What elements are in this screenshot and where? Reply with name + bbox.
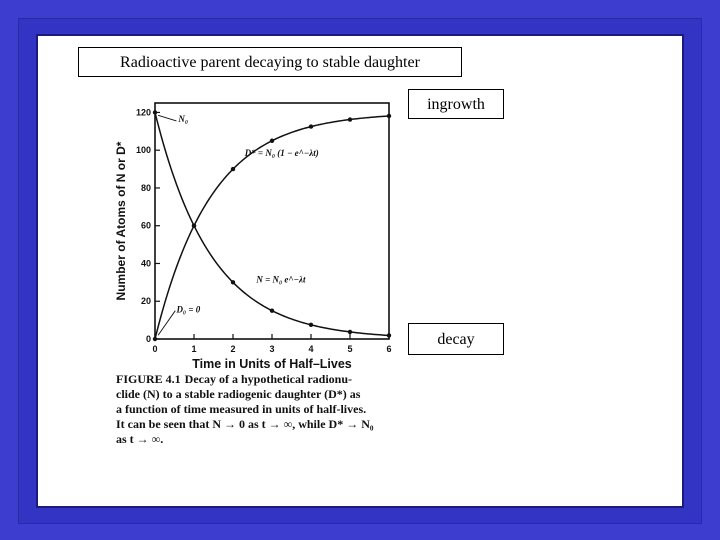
x-tick-label: 5 xyxy=(347,344,353,354)
series-line-parent xyxy=(155,112,389,335)
x-tick-label: 0 xyxy=(152,344,158,354)
ingrowth-callout: ingrowth xyxy=(408,89,504,119)
x-tick-label: 4 xyxy=(308,344,314,354)
caption-line-5: as t → ∞. xyxy=(116,432,164,446)
x-tick-label: 2 xyxy=(230,344,236,354)
leader-d0 xyxy=(158,311,175,336)
slide-title: Radioactive parent decaying to stable daughter xyxy=(78,47,462,77)
caption-line-3: a function of time measured in units of half-lives. xyxy=(116,402,367,416)
data-point-daughter xyxy=(231,167,235,171)
plot-layer xyxy=(114,103,392,371)
data-point-parent xyxy=(231,280,235,284)
x-tick-label: 3 xyxy=(269,344,275,354)
figure-caption xyxy=(116,372,406,447)
x-axis-label: Time in Units of Half–Lives xyxy=(192,357,352,371)
annotation-4: D₀ = 0 xyxy=(176,304,201,315)
caption-line-4: It can be seen that N → 0 as t → ∞, while D* → N₀ xyxy=(116,417,374,431)
y-tick-label: 40 xyxy=(140,258,151,269)
leader-n0 xyxy=(158,115,176,121)
data-point-parent xyxy=(270,308,274,312)
data-point-parent xyxy=(348,330,352,334)
y-tick-label: 20 xyxy=(140,296,151,307)
x-tick-label: 6 xyxy=(386,344,392,354)
y-tick-label: 80 xyxy=(140,182,151,193)
data-point-daughter xyxy=(153,337,157,341)
annotation-3: N = N₀ e^−λt xyxy=(256,274,306,285)
data-point-daughter xyxy=(348,117,352,121)
data-point-parent xyxy=(153,110,157,114)
caption-line-2: clide (N) to a stable radiogenic daughter (D*) as xyxy=(116,387,361,401)
annotation-1: N₀ xyxy=(178,113,189,124)
y-axis-label: Number of Atoms of N or D* xyxy=(114,141,128,301)
data-point-parent xyxy=(309,323,313,327)
data-point-daughter xyxy=(270,139,274,143)
data-point-daughter xyxy=(309,124,313,128)
data-point-daughter xyxy=(387,114,391,118)
decay-callout: decay xyxy=(408,323,504,355)
annotation-2: D* = N₀ (1 − e^−λt) xyxy=(244,147,319,158)
y-tick-label: 60 xyxy=(140,220,151,231)
y-tick-label: 100 xyxy=(135,145,151,156)
y-tick-label: 120 xyxy=(135,107,151,118)
data-point-parent xyxy=(387,333,391,337)
data-point-daughter xyxy=(192,224,196,228)
caption-line-1: Decay of a hypothetical radionu- xyxy=(184,372,352,386)
y-tick-label: 0 xyxy=(145,334,151,344)
x-tick-label: 1 xyxy=(191,344,197,354)
caption-label: FIGURE 4.1 xyxy=(116,372,181,386)
